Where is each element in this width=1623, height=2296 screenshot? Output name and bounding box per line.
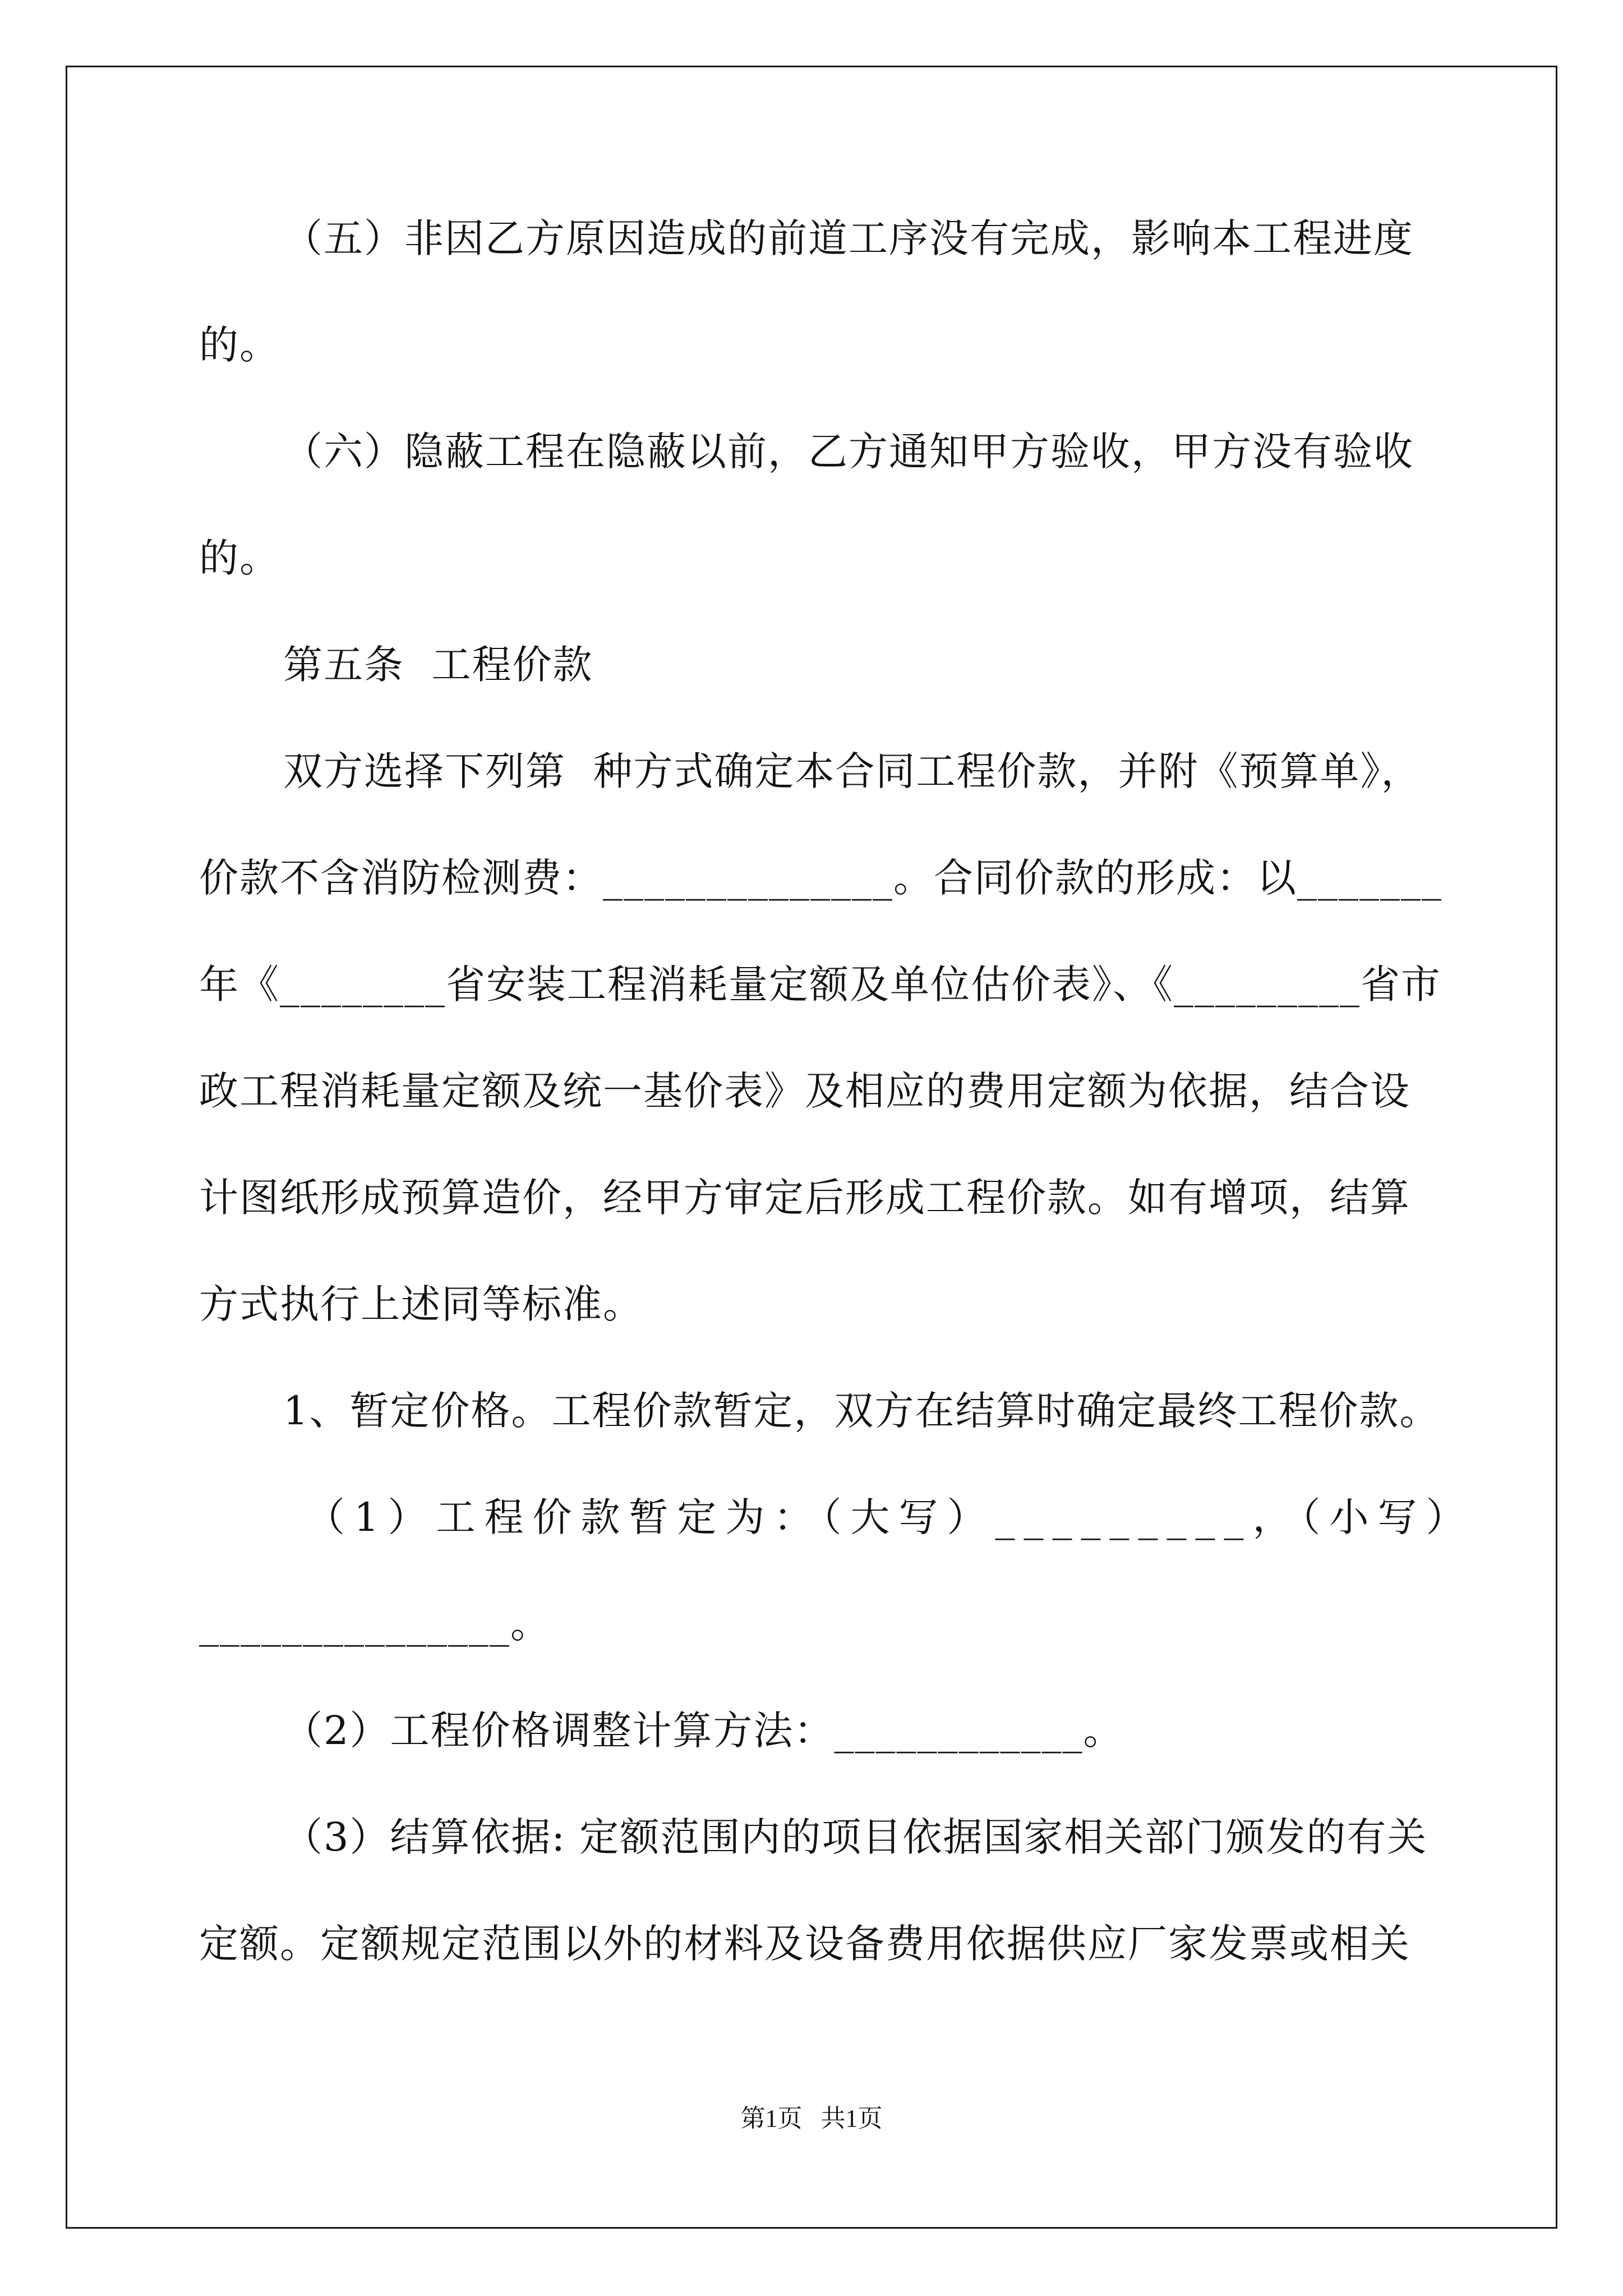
paragraph-line: （2）工程价格调整计算方法：____________。 [283, 1708, 1124, 1754]
paragraph-line: 计图纸形成预算造价，经甲方审定后形成工程价款。如有增项，结算 [199, 1175, 1410, 1221]
paragraph-line: _______________。 [199, 1601, 551, 1647]
paragraph-line: 的。 [199, 535, 280, 581]
paragraph-line: 方式执行上述同等标准。 [199, 1281, 643, 1327]
paragraph-line: （六）隐蔽工程在隐蔽以前，乙方通知甲方验收，甲方没有验收 [283, 429, 1414, 475]
paragraph-line: （1）工程价款暂定为：（大写）_________，（小写） [306, 1494, 1474, 1540]
section-heading: 第五条 工程价款 [283, 642, 593, 688]
page-number: 第1页 共1页 [740, 2105, 883, 2132]
paragraph-line: （五）非因乙方原因造成的前道工序没有完成，影响本工程进度 [283, 215, 1414, 261]
paragraph-line: 定额。定额规定范围以外的材料及设备费用依据供应厂家发票或相关 [199, 1921, 1410, 1967]
paragraph-line: 价款不含消防检测费：______________。合同价款的形成：以_______ [199, 855, 1442, 901]
paragraph-line: 1、暂定价格。工程价款暂定，双方在结算时确定最终工程价款。 [283, 1388, 1440, 1434]
page-border [66, 66, 1557, 2229]
paragraph-line: 的。 [199, 322, 280, 368]
paragraph-line: （3）结算依据: 定额范围内的项目依据国家相关部门颁发的有关 [283, 1814, 1428, 1860]
paragraph-line: 政工程消耗量定额及统一基价表》及相应的费用定额为依据，结合设 [199, 1068, 1410, 1114]
paragraph-line: 年《________省安装工程消耗量定额及单位估价表》、《_________省市 [199, 961, 1441, 1007]
paragraph-line: 双方选择下列第 种方式确定本合同工程价款，并附《预算单》， [283, 748, 1422, 794]
